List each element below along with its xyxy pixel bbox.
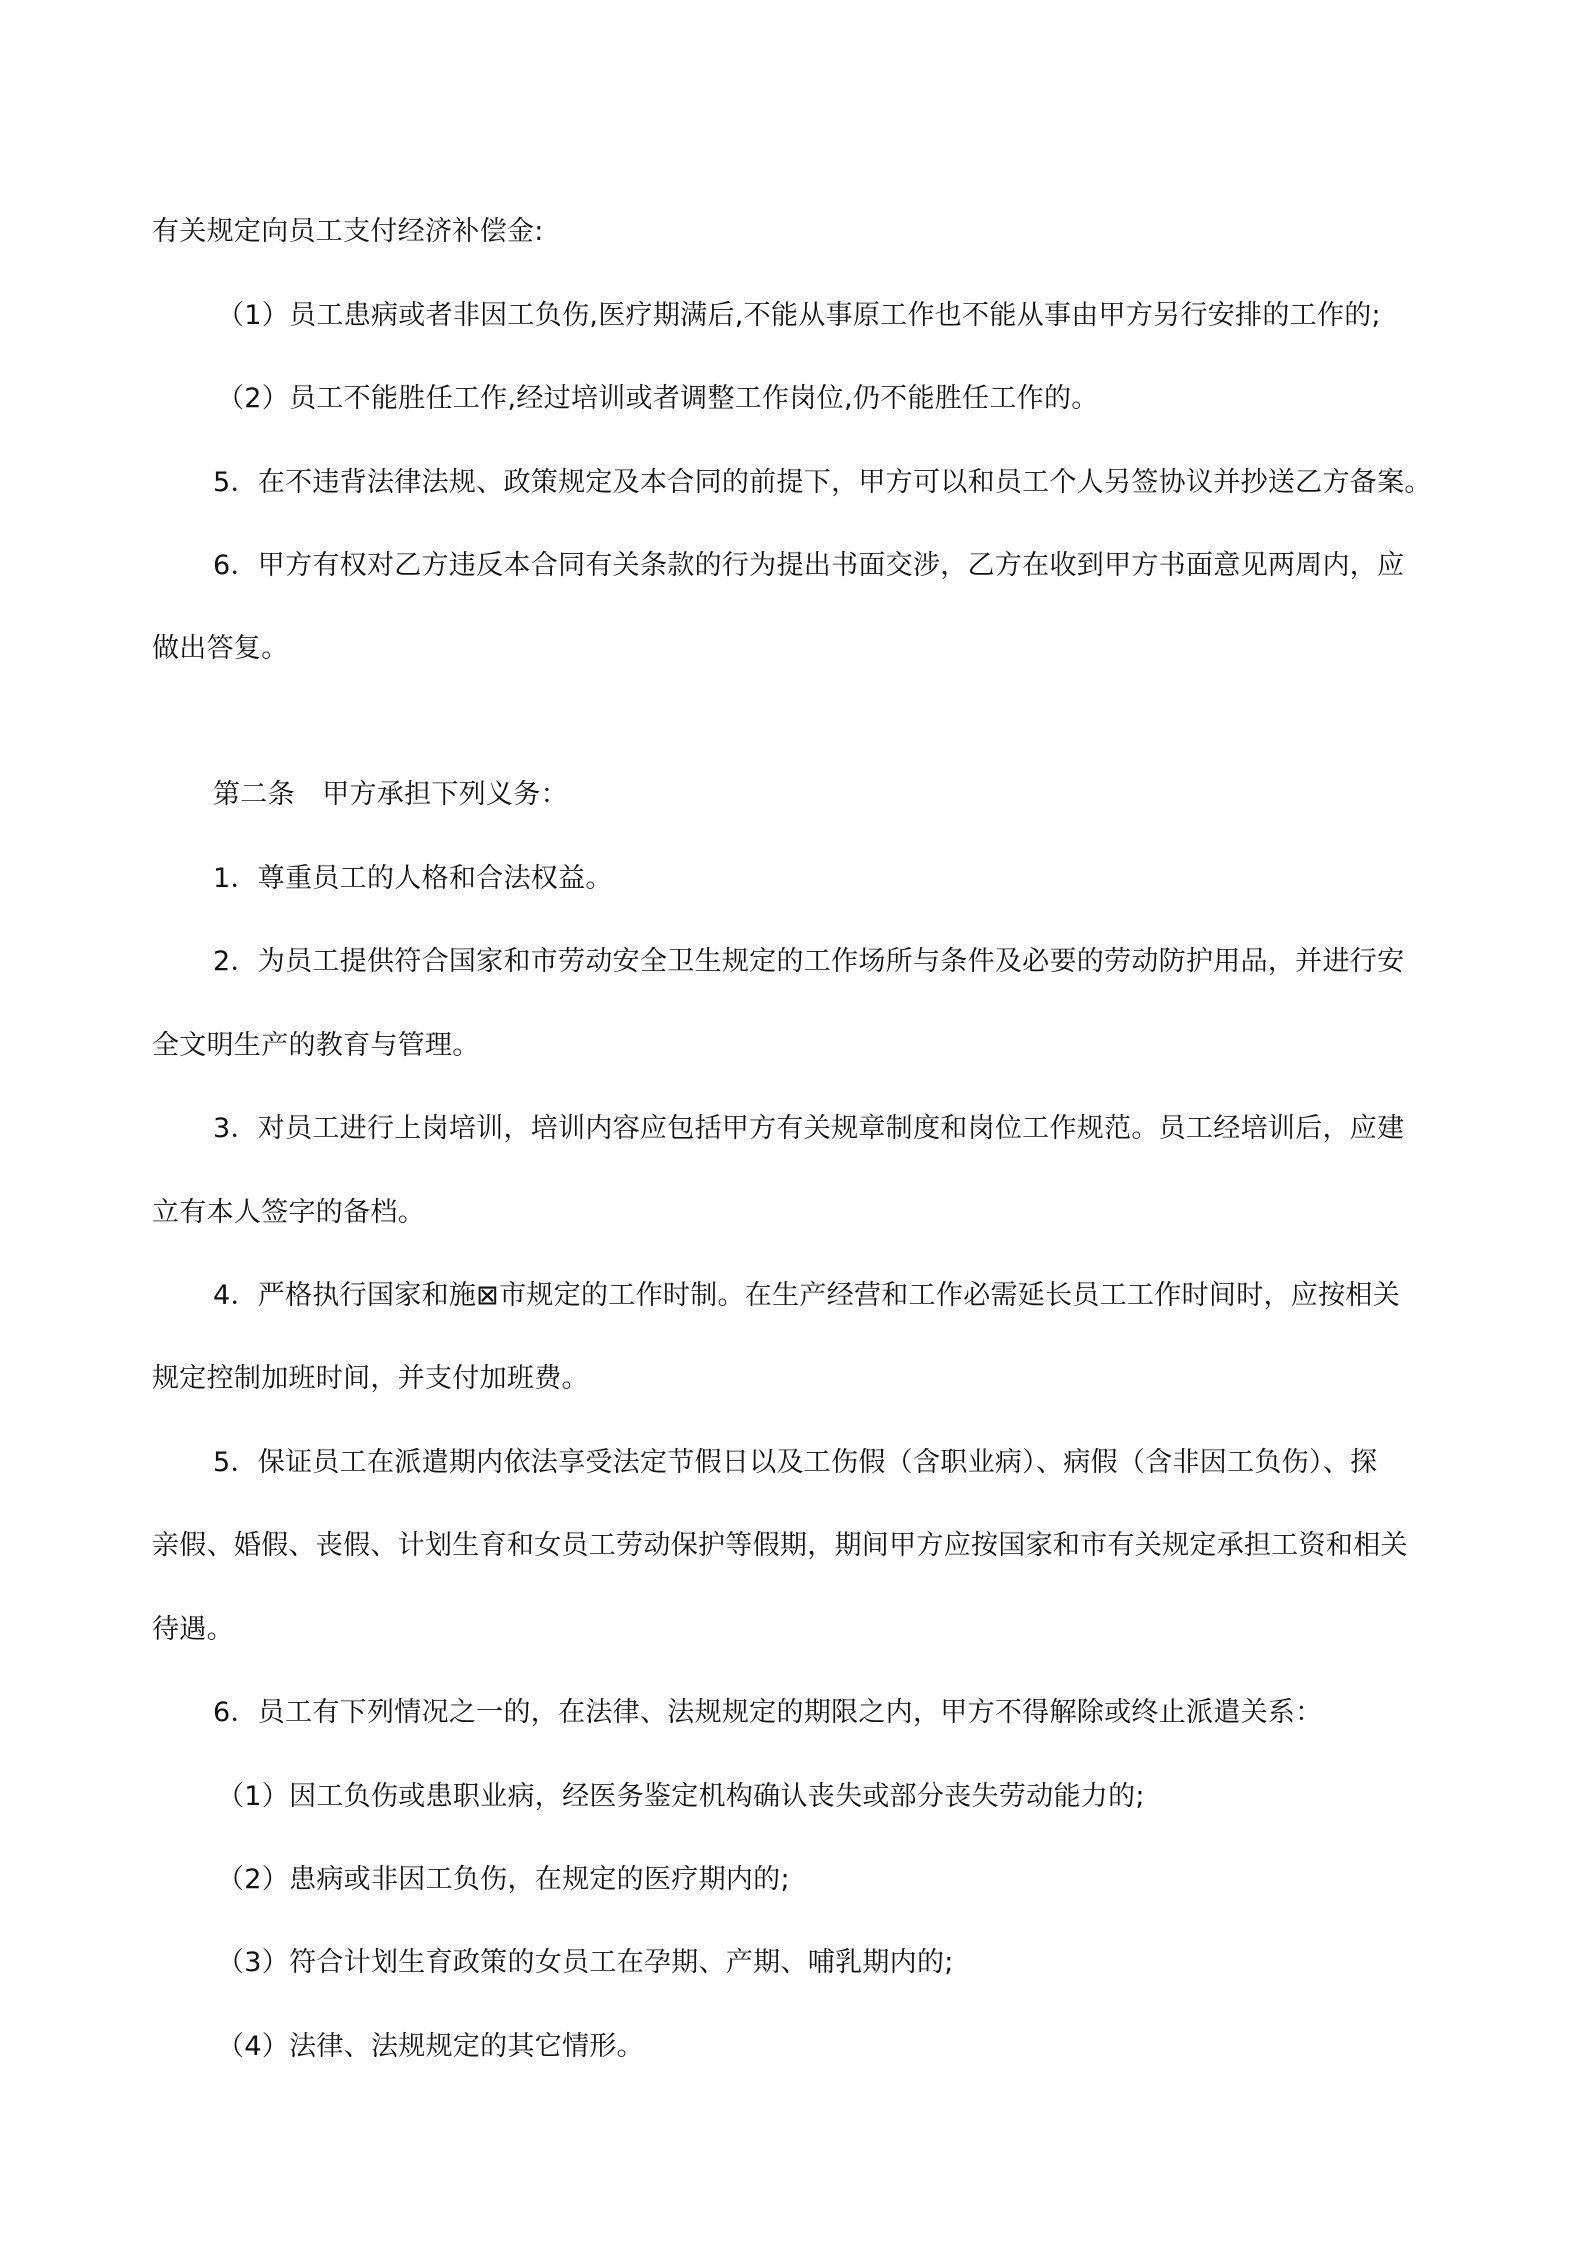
text-line: 立有本人签字的备档。	[152, 1197, 425, 1228]
text-line: 3．对员工进行上岗培训，培训内容应包括甲方有关规章制度和岗位工作规范。员工经培训后，应建	[213, 1113, 1405, 1144]
text-line: 做出答复。	[152, 633, 289, 664]
text-line: 5．在不违背法律法规、政策规定及本合同的前提下，甲方可以和员工个人另签协议并抄送乙方备案。	[213, 467, 1432, 498]
text-line: （2）员工不能胜任工作,经过培训或者调整工作岗位,仍不能胜任工作的。	[217, 383, 1099, 414]
text-line: 6．员工有下列情况之一的，在法律、法规规定的期限之内，甲方不得解除或终止派遣关系：	[213, 1697, 1323, 1728]
text-line: 规定控制加班时间，并支付加班费。	[152, 1363, 589, 1394]
section-heading: 第二条 甲方承担下列义务：	[213, 779, 568, 810]
text-line: （3）符合计划生育政策的女员工在孕期、产期、哺乳期内的;	[217, 1947, 954, 1978]
text-line: 2．为员工提供符合国家和市劳动安全卫生规定的工作场所与条件及必要的劳动防护用品，并进行安	[213, 946, 1405, 977]
text-line: （2）患病或非因工负伤，在规定的医疗期内的;	[217, 1864, 790, 1895]
text-line: 6．甲方有权对乙方违反本合同有关条款的行为提出书面交涉，乙方在收到甲方书面意见两周内，应	[213, 550, 1405, 581]
text-line: 1．尊重员工的人格和合法权益。	[213, 863, 613, 894]
text-line: （1）员工患病或者非因工负伤,医疗期满后,不能从事原工作也不能从事由甲方另行安排的工作的;	[217, 300, 1381, 331]
text-line: （4）法律、法规规定的其它情形。	[217, 2031, 644, 2062]
text-line: 亲假、婚假、丧假、计划生育和女员工劳动保护等假期，期间甲方应按国家和市有关规定承担工资和相关	[152, 1530, 1408, 1561]
text-line: 待遇。	[152, 1614, 234, 1645]
text-line: 全文明生产的教育与管理。	[152, 1030, 480, 1061]
text-line: 4．严格执行国家和施⊠市规定的工作时制。在生产经营和工作必需延长员工工作时间时，应按相关	[213, 1280, 1400, 1311]
text-line: （1）因工负伤或患职业病，经医务鉴定机构确认丧失或部分丧失劳动能力的;	[217, 1781, 1145, 1812]
text-line: 有关规定向员工支付经济补偿金:	[152, 216, 544, 247]
text-line: 5．保证员工在派遣期内依法享受法定节假日以及工伤假（含职业病）、病假（含非因工负伤）、探	[213, 1447, 1378, 1478]
